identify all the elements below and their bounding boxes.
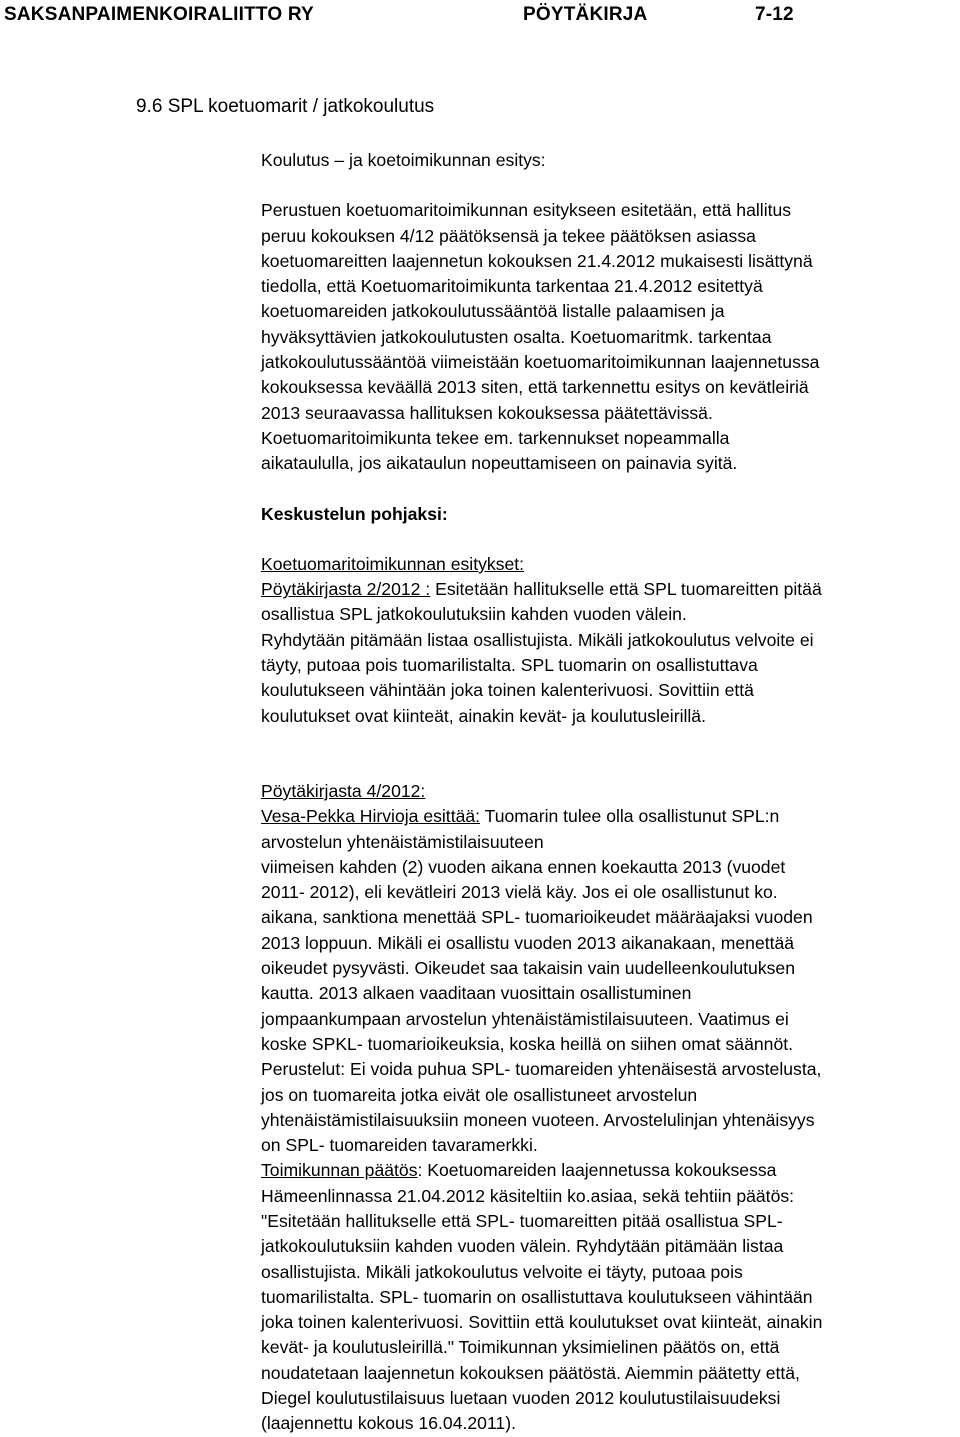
text-line: viimeisen kahden (2) vuoden aikana ennen koekautta 2013 (vuodet — [261, 856, 786, 877]
page-number: 7-12 — [755, 4, 794, 25]
text-line: 2013 seuraavassa hallituksen kokouksessa päätettävissä. — [261, 402, 713, 423]
text-line: Diegel koulutustilaisuus luetaan vuoden 2012 koulutustilaisuudeksi — [261, 1388, 781, 1409]
text-line: koulutukseen vähintään joka toinen kalenterivuosi. Sovittiin että — [261, 680, 754, 701]
spacer — [261, 729, 957, 779]
text-line: aikataululla, jos aikataulun nopeuttamiseen on painavia syitä. — [261, 453, 738, 474]
text-line: Koetuomaritoimikunta tekee em. tarkennukset nopeammalla — [261, 427, 730, 448]
text-line: koetuomareitten laajennetun kokouksen 21.4.2012 mukaisesti lisättynä — [261, 250, 813, 271]
minutes-2-first-line: Esitetään hallitukselle että SPL tuomareitten pitää — [430, 579, 822, 600]
minutes-2-label: Pöytäkirjasta 2/2012 : — [261, 579, 431, 600]
text-line: jatkokoulutussääntöä viimeistään koetuomaritoimikunnan laajennetussa — [261, 352, 820, 373]
text-line: Perustuen koetuomaritoimikunnan esitykseen esitetään, että hallitus — [261, 200, 792, 221]
text-line: Perustelut: Ei voida puhua SPL- tuomareiden yhtenäisestä arvostelusta, — [261, 1059, 822, 1080]
section-title: 9.6 SPL koetuomarit / jatkokoulutus — [136, 96, 435, 117]
text-line: osallistua SPL jatkokoulutuksiin kahden vuoden välein. — [261, 604, 687, 625]
text-line: noudatetaan laajennetun kokouksen päätöstä. Aiemmin päätetty että, — [261, 1362, 800, 1383]
decision-text: : Koetuomareiden laajennetussa kokouksessa — [417, 1160, 777, 1181]
text-line: jatkokoulutuksiin kahden vuoden välein. Ryhdytään pitämään listaa — [261, 1236, 784, 1257]
document-body — [261, 148, 957, 1437]
text-line: kevät- ja koulutusleirillä." Toimikunnan yksimielinen päätös on, että — [261, 1337, 780, 1358]
spacer — [261, 173, 957, 198]
text-line: kokouksessa keväällä 2013 siten, että tarkennettu esitys on kevätleiriä — [261, 377, 809, 398]
text-line: koske SPKL- tuomarioikeuksia, koska heillä on siihen omat säännöt. — [261, 1033, 794, 1054]
proposer-text: Tuomarin tulee olla osallistunut SPL:n — [480, 806, 780, 827]
minutes-2-block — [261, 577, 957, 729]
organization-name: SAKSANPAIMENKOIRALIITTO RY — [4, 4, 314, 25]
section-subtitle: Koulutus – ja koetoimikunnan esitys: — [261, 150, 546, 170]
text-line — [261, 1158, 957, 1183]
text-line: (laajennettu kokous 16.04.2011). — [261, 1413, 516, 1434]
text-line: tuomarilistalta. SPL- tuomarin on osallistuttava koulutukseen vähintään — [261, 1286, 813, 1307]
text-line: Hämeenlinnassa 21.04.2012 käsiteltiin ko.asiaa, sekä tehtiin päätös: — [261, 1185, 795, 1206]
text-line: 2011- 2012), eli kevätleiri 2013 vielä käy. Jos ei ole osallistunut ko. — [261, 882, 778, 903]
proposer-label: Vesa-Pekka Hirvioja esittää: — [261, 806, 481, 827]
text-line — [261, 804, 957, 829]
spacer — [261, 527, 957, 552]
text-line: aikana, sanktiona menettää SPL- tuomarioikeudet määräajaksi vuoden — [261, 907, 813, 928]
text-line: joka toinen kalenterivuosi. Sovittiin että koulutukset ovat kiinteät, ainakin — [261, 1312, 823, 1333]
decision-label: Toimikunnan päätös — [261, 1160, 418, 1181]
committee-heading: Koetuomaritoimikunnan esitykset: — [261, 553, 525, 574]
spacer — [261, 477, 957, 502]
text-line: "Esitetään hallitukselle että SPL- tuomareitten pitää osallistua SPL- — [261, 1210, 783, 1231]
text-line: peruu kokouksen 4/12 päätöksensä ja tekee päätöksen asiassa — [261, 225, 756, 246]
minutes-4-label: Pöytäkirjasta 4/2012: — [261, 780, 426, 801]
text-line: 2013 loppuun. Mikäli ei osallistu vuoden 2013 aikanakaan, menettää — [261, 932, 795, 953]
text-line: on SPL- tuomareiden tavaramerkki. — [261, 1135, 538, 1156]
minutes-4-block — [261, 779, 957, 1437]
text-line: oikeudet pysyvästi. Oikeudet saa takaisin vain uudelleenkoulutuksen — [261, 958, 796, 979]
text-line: yhtenäistämistilaisuuksiin moneen vuoteen. Arvostelulinjan yhtenäisyys — [261, 1109, 815, 1130]
text-line: jos on tuomareita jotka eivät ole osallistuneet arvostelun — [261, 1084, 698, 1105]
text-line: Ryhdytään pitämään listaa osallistujista. Mikäli jatkokoulutus velvoite ei — [261, 629, 814, 650]
text-line: täyty, putoaa pois tuomarilistalta. SPL tuomarin on osallistuttava — [261, 655, 758, 676]
text-line: hyväksyttävien jatkokoulutusten osalta. Koetuomaritmk. tarkentaa — [261, 326, 772, 347]
text-line: koetuomareiden jatkokoulutussääntöä listalle palaamisen ja — [261, 301, 725, 322]
text-line: koulutukset ovat kiinteät, ainakin kevät- ja koulutusleirillä. — [261, 705, 706, 726]
document-type: PÖYTÄKIRJA — [523, 4, 648, 25]
page-header — [4, 4, 904, 34]
text-line: kautta. 2013 alkaen vaaditaan vuosittain osallistuminen — [261, 983, 692, 1004]
proposal-paragraph — [261, 198, 957, 476]
text-line: tiedolla, että Koetuomaritoimikunta tarkentaa 21.4.2012 esitettyä — [261, 276, 763, 297]
text-line: osallistujista. Mikäli jatkokoulutus velvoite ei täyty, putoaa pois — [261, 1261, 743, 1282]
text-line: arvostelun yhtenäistämistilaisuuteen — [261, 831, 544, 852]
text-line: jompaankumpaan arvostelun yhtenäistämistilaisuuteen. Vaatimus ei — [261, 1008, 789, 1029]
text-line — [261, 577, 957, 602]
discussion-heading: Keskustelun pohjaksi: — [261, 503, 448, 524]
